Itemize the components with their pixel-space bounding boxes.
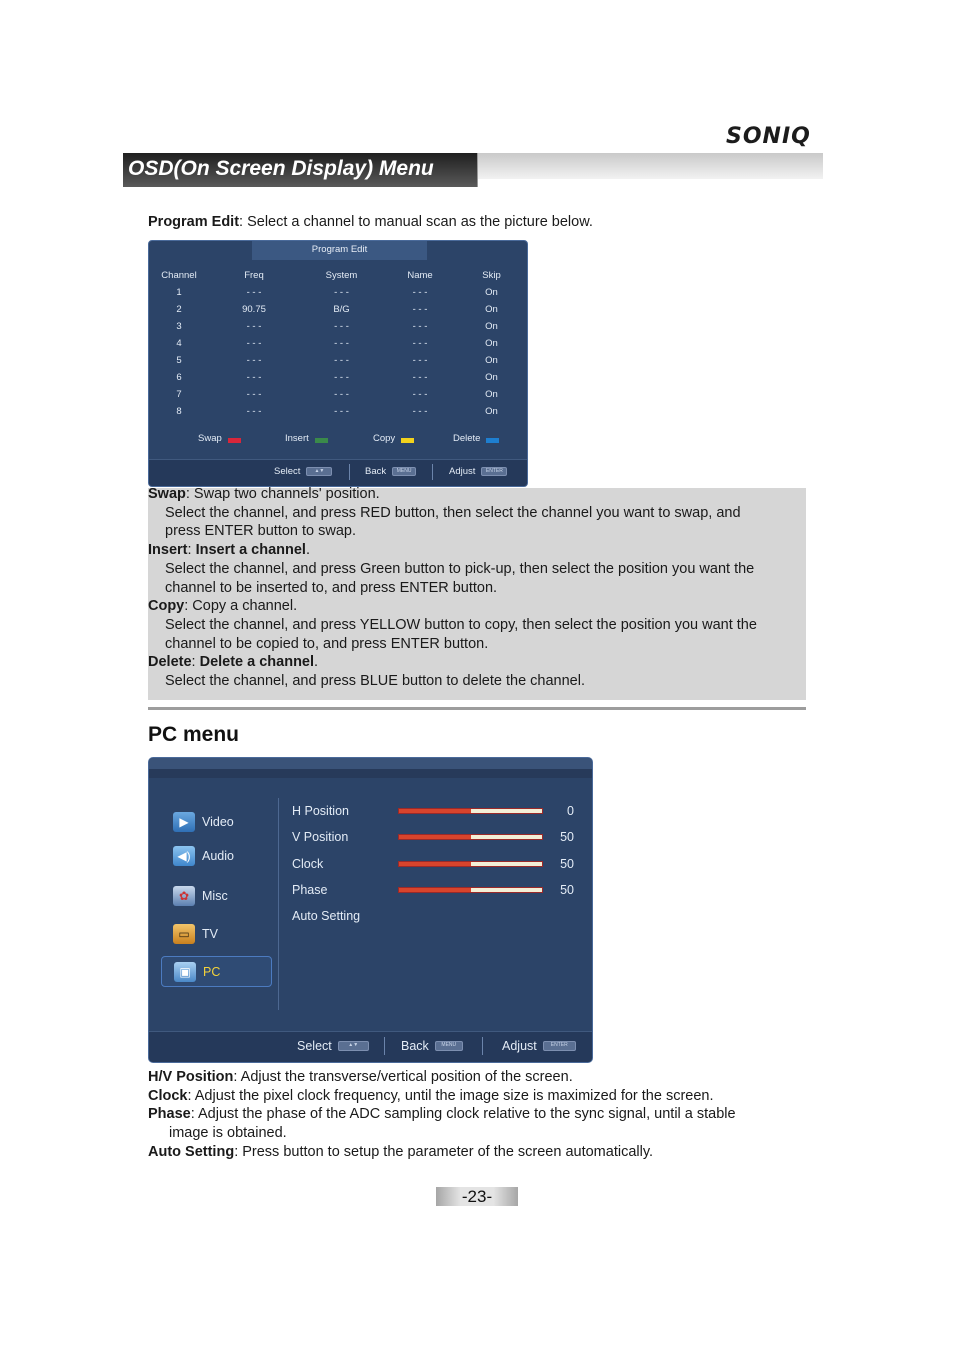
nav-item-misc[interactable]: ✿ Misc xyxy=(161,882,270,910)
table-row[interactable] xyxy=(149,369,527,386)
table-cell: - - - xyxy=(334,355,349,366)
insert-heading: Insert: Insert a channel. xyxy=(148,542,310,559)
table-cell: - - - xyxy=(334,372,349,383)
table-cell: - - - xyxy=(246,321,262,332)
slider-fill xyxy=(399,888,471,892)
table-row[interactable] xyxy=(149,352,527,369)
intro-text: Program Edit: Select a channel to manual scan as the picture below. xyxy=(148,214,593,230)
table-cell: - - - xyxy=(412,321,428,332)
table-cell: On xyxy=(485,338,498,349)
program-edit-title: Program Edit xyxy=(252,241,427,260)
pc-menu-footer xyxy=(149,1031,592,1063)
col-header: Skip xyxy=(482,270,501,281)
nav-item-audio[interactable]: ◀) Audio xyxy=(161,842,270,870)
menu-divider xyxy=(278,798,279,1010)
auto-setting-row[interactable]: Auto Setting xyxy=(292,909,361,923)
clock-slider[interactable] xyxy=(398,861,543,867)
channel-table xyxy=(149,267,527,420)
table-cell: - - - xyxy=(334,389,349,400)
screen-top-bar xyxy=(149,758,592,769)
table-cell: - - - xyxy=(334,321,349,332)
swap-legend: Swap xyxy=(198,433,241,444)
select-hint: Select ▲▼ xyxy=(297,1039,369,1053)
swap-heading: Swap: Swap two channels' position. xyxy=(148,486,380,502)
section-title-bar xyxy=(123,153,478,187)
auto-setting-desc: Auto Setting: Press button to setup the parameter of the screen automatically. xyxy=(148,1143,654,1160)
clock-desc: Clock: Adjust the pixel clock frequency, until the image size is maximized for the screen. xyxy=(148,1087,714,1104)
pc-descriptions xyxy=(148,1068,736,1162)
table-cell: - - - xyxy=(246,406,262,417)
divider xyxy=(384,1037,385,1055)
divider xyxy=(349,464,350,480)
h-position-slider[interactable] xyxy=(398,808,543,814)
swap-line-1: Select the channel, and press RED button, then select the channel you want to swap, and xyxy=(165,504,741,521)
hv-position-desc: H/V Position: Adjust the transverse/vertical position of the screen. xyxy=(148,1069,573,1085)
table-cell: - - - xyxy=(246,355,262,366)
clock-value: 50 xyxy=(560,857,574,871)
section-title: OSD(On Screen Display) Menu xyxy=(128,157,434,180)
program-edit-screen xyxy=(148,240,528,487)
enter-key-icon: ENTER xyxy=(481,467,507,476)
table-cell: - - - xyxy=(412,406,428,417)
table-cell: 1 xyxy=(176,287,182,298)
table-cell: On xyxy=(485,372,498,383)
adjust-hint: Adjust ENTER xyxy=(449,466,507,477)
table-cell: - - - xyxy=(412,287,428,298)
enter-key-icon: ENTER xyxy=(543,1041,576,1051)
screen-top-band xyxy=(149,769,592,778)
pc-menu-screen xyxy=(148,757,593,1063)
table-cell: - - - xyxy=(412,372,428,383)
table-cell: - - - xyxy=(412,304,428,315)
table-cell: On xyxy=(485,355,498,366)
col-header: Name xyxy=(407,270,433,281)
blue-swatch xyxy=(486,438,499,443)
h-position-value: 0 xyxy=(567,804,574,818)
phase-row[interactable]: Phase 50 xyxy=(292,883,574,897)
table-header-row xyxy=(149,267,527,284)
table-cell: - - - xyxy=(246,372,262,383)
table-cell: - - - xyxy=(334,338,349,349)
green-swatch xyxy=(315,438,328,443)
misc-icon: ✿ xyxy=(173,886,195,906)
back-hint: Back MENU xyxy=(365,466,416,477)
menu-key-icon: MENU xyxy=(435,1041,463,1051)
select-hint: Select ▲▼ xyxy=(274,466,332,477)
section-divider xyxy=(148,707,806,710)
table-cell: - - - xyxy=(246,287,262,298)
table-cell: 4 xyxy=(176,338,182,349)
adjust-hint: Adjust ENTER xyxy=(502,1039,576,1053)
delete-heading: Delete: Delete a channel. xyxy=(148,654,319,671)
insert-line-2: channel to be inserted to, and press ENTER button. xyxy=(165,579,498,596)
table-cell: 8 xyxy=(176,406,182,417)
table-cell: On xyxy=(485,321,498,332)
table-cell: - - - xyxy=(246,389,262,400)
back-hint: Back MENU xyxy=(401,1039,463,1053)
yellow-swatch xyxy=(401,438,414,443)
brand-logo: SONIQ xyxy=(726,124,811,149)
divider xyxy=(432,464,433,480)
v-position-row[interactable]: V Position 50 xyxy=(292,830,574,844)
audio-icon: ◀) xyxy=(173,846,195,866)
slider-fill xyxy=(399,809,471,813)
table-cell: 2 xyxy=(176,304,182,315)
slider-fill xyxy=(399,862,471,866)
table-cell: - - - xyxy=(412,355,428,366)
table-cell: - - - xyxy=(412,389,428,400)
insert-line-1: Select the channel, and press Green button to pick-up, then select the position you want the xyxy=(165,560,755,577)
table-cell: On xyxy=(485,304,498,315)
page-number: -23- xyxy=(436,1187,518,1206)
v-position-value: 50 xyxy=(560,830,574,844)
video-icon: ▶ xyxy=(173,812,195,832)
nav-item-tv[interactable]: ▭ TV xyxy=(161,920,270,948)
program-edit-footer xyxy=(149,459,527,487)
delete-line-1: Select the channel, and press BLUE button to delete the channel. xyxy=(165,673,585,690)
insert-legend: Insert xyxy=(285,433,328,444)
copy-line-1: Select the channel, and press YELLOW button to copy, then select the position you want the xyxy=(165,616,757,633)
table-row[interactable] xyxy=(149,403,527,420)
table-cell: - - - xyxy=(246,338,262,349)
v-position-slider[interactable] xyxy=(398,834,543,840)
phase-desc-line-2: image is obtained. xyxy=(169,1125,287,1142)
up-down-icon: ▲▼ xyxy=(306,467,332,476)
table-cell: On xyxy=(485,406,498,417)
delete-legend: Delete xyxy=(453,433,499,444)
phase-slider[interactable] xyxy=(398,887,543,893)
h-position-row[interactable]: H Position 0 xyxy=(292,804,574,818)
copy-legend: Copy xyxy=(373,433,414,444)
table-row[interactable] xyxy=(149,284,527,301)
instructions-box xyxy=(148,488,806,700)
pc-menu-heading: PC menu xyxy=(148,723,240,746)
table-cell: - - - xyxy=(412,338,428,349)
phase-value: 50 xyxy=(560,883,574,897)
red-swatch xyxy=(228,438,241,443)
up-down-icon: ▲▼ xyxy=(338,1041,369,1051)
col-header: Freq xyxy=(244,270,264,281)
copy-line-2: channel to be copied to, and press ENTER button. xyxy=(165,635,489,652)
table-cell: 3 xyxy=(176,321,182,332)
col-header: System xyxy=(325,270,358,281)
table-row[interactable] xyxy=(149,318,527,335)
nav-item-pc[interactable]: ▣ PC xyxy=(161,956,272,987)
menu-key-icon: MENU xyxy=(392,467,416,476)
table-cell: - - - xyxy=(334,287,349,298)
pc-icon: ▣ xyxy=(174,962,196,982)
table-cell: 90.75 xyxy=(242,304,266,315)
table-cell: On xyxy=(485,287,498,298)
table-row[interactable] xyxy=(149,386,527,403)
table-cell: B/G xyxy=(333,304,350,315)
divider xyxy=(482,1037,483,1055)
swap-line-2: press ENTER button to swap. xyxy=(165,523,356,540)
table-cell: On xyxy=(485,389,498,400)
phase-desc: Phase: Adjust the phase of the ADC sampling clock relative to the sync signal, until a stable xyxy=(148,1106,736,1123)
table-row[interactable] xyxy=(149,301,527,318)
table-cell: 5 xyxy=(176,355,182,366)
tv-icon: ▭ xyxy=(173,924,195,944)
table-row[interactable] xyxy=(149,335,527,352)
nav-item-video[interactable]: ▶ Video xyxy=(161,808,270,836)
copy-heading: Copy: Copy a channel. xyxy=(148,598,298,615)
col-header: Channel xyxy=(161,270,197,281)
table-cell: 7 xyxy=(176,389,182,400)
table-cell: - - - xyxy=(334,406,349,417)
clock-row[interactable]: Clock 50 xyxy=(292,857,574,871)
table-cell: 6 xyxy=(176,372,182,383)
slider-fill xyxy=(399,835,471,839)
